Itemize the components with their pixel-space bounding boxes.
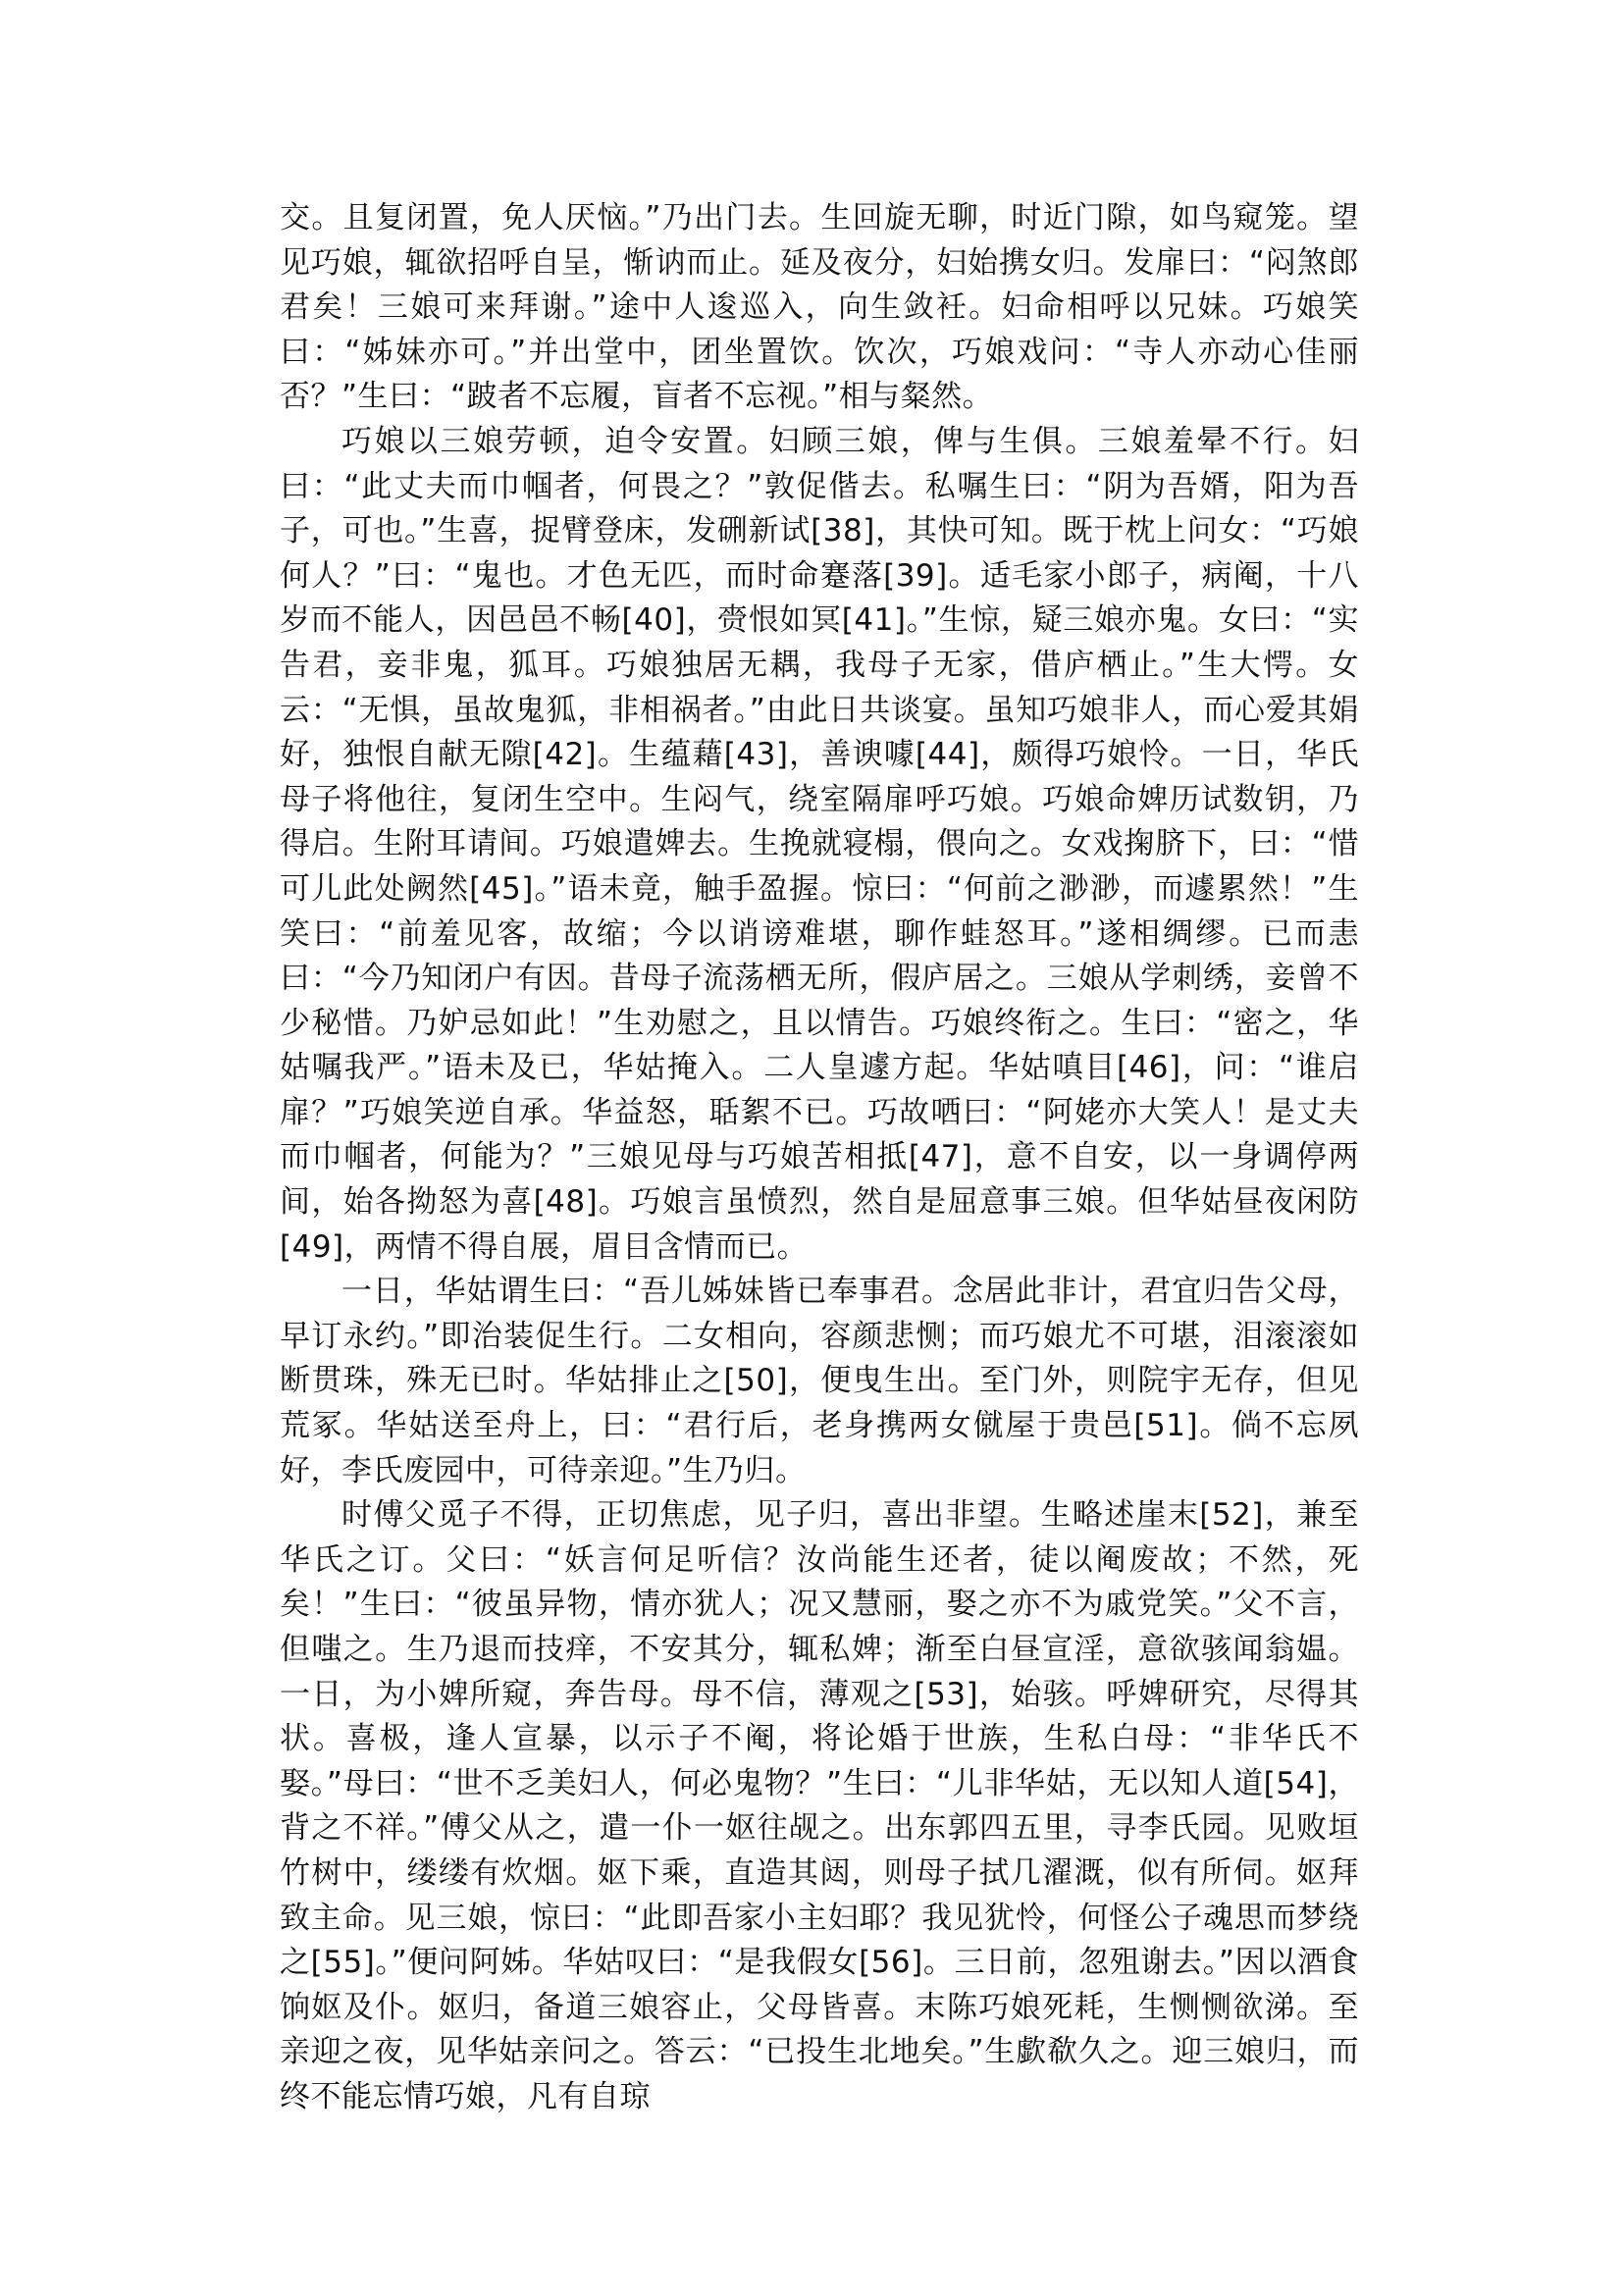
paragraph-3: 时傅父觅子不得，正切焦虑，见子归，喜出非望。生略述崖末[52]，兼至华氏之订。父曰：“妖言何足听信？汝尚能生还者，徒以阉废故；不然，死矣！”生曰：“彼虽异物，情亦犹人；况又慧丽，娶之亦不为戚党笑。”父不言，但嗤之。生乃退而技痒，不安其分，辄私婢；渐至白昼宣淫，意欲骇闻翁媪。一日，为小婢所窥，奔告母。母不信，薄观之[53]，始骇。呼婢研究，尽得其状。喜极，逢人宣暴，以示子不阉，将论婚于世族，生私白母：“非华氏不娶。”母曰：“世不乏美妇人，何必鬼物？”生曰：“儿非华姑，无以知人道[54]，背之不祥。”傅父从之，遣一仆一妪往觇之。出东郭四五里，寻李氏园。见败垣竹树中，缕缕有炊烟。妪下乘，直造其闼，则母子拭几濯溉，似有所伺。妪拜致主命。见三娘，惊曰：“此即吾家小主妇耶？我见犹怜，何怪公子魂思而梦绕之[55]。”便问阿姊。华姑叹曰：“是我假女[56]。三日前，忽殂谢去。”因以酒食饷妪及仆。妪归，备道三娘容止，父母皆喜。末陈巧娘死耗，生恻恻欲涕。至亲迎之夜，见华姑亲问之。答云：“已投生北地矣。”生歔欷久之。迎三娘归，而终不能忘情巧娘，凡有自琼	[280, 1497, 1359, 2114]
document-body	[280, 196, 1359, 2120]
paragraph-2: 一日，华姑谓生曰：“吾儿姊妹皆已奉事君。念居此非计，君宜归告父母，早订永约。”即治装促生行。二女相向，容颜悲恻；而巧娘尤不可堪，泪滚滚如断贯珠，殊无已时。华姑排止之[50]，便曳生出。至门外，则院宇无存，但见荒冢。华姑送至舟上，曰：“君行后，老身携两女僦屋于贵邑[51]。倘不忘夙好，李氏废园中，可待亲迎。”生乃归。	[280, 1274, 1359, 1488]
paragraph-continuation: 交。且复闭置，免人厌恼。”乃出门去。生回旋无聊，时近门隙，如鸟窥笼。望见巧娘，辄欲招呼自呈，惭讷而止。延及夜分，妇始携女归。发扉曰：“闷煞郎君矣！三娘可来拜谢。”途中人逡巡入，向生敛衽。妇命相呼以兄妹。巧娘笑曰：“姊妹亦可。”并出堂中，团坐置饮。饮次，巧娘戏问：“寺人亦动心佳丽否？”生曰：“跛者不忘履，盲者不忘视。”相与粲然。	[280, 200, 1359, 415]
paragraph-1: 巧娘以三娘劳顿，迫令安置。妇顾三娘，俾与生俱。三娘羞晕不行。妇曰：“此丈夫而巾帼者，何畏之？”敦促偕去。私嘱生曰：“阴为吾婿，阳为吾子，可也。”生喜，捉臂登床，发硎新试[38]，其快可知。既于枕上问女：“巧娘何人？”曰：“鬼也。才色无匹，而时命蹇落[39]。适毛家小郎子，病阉，十八岁而不能人，因邑邑不畅[40]，赍恨如冥[41]。”生惊，疑三娘亦鬼。女曰：“实告君，妾非鬼，狐耳。巧娘独居无耦，我母子无家，借庐栖止。”生大愕。女云：“无惧，虽故鬼狐，非相祸者。”由此日共谈宴。虽知巧娘非人，而心爱其娟好，独恨自献无隙[42]。生蕴藉[43]，善谀噱[44]，颇得巧娘怜。一日，华氏母子将他往，复闭生空中。生闷气，绕室隔扉呼巧娘。巧娘命婢历试数钥，乃得启。生附耳请间。巧娘遣婢去。生挽就寝榻，偎向之。女戏掬脐下，曰：“惜可儿此处阙然[45]。”语未竟，触手盈握。惊曰：“何前之渺渺，而遽累然！”生笑曰：“前羞见客，故缩；今以诮谤难堪，聊作蛙怒耳。”遂相绸缪。已而恚曰：“今乃知闭户有因。昔母子流荡栖无所，假庐居之。三娘从学刺绣，妾曾不少秘惜。乃妒忌如此！”生劝慰之，且以情告。巧娘终衔之。生曰：“密之，华姑嘱我严。”语未及已，华姑掩入。二人皇遽方起。华姑嗔目[46]，问：“谁启扉？”巧娘笑逆自承。华益怒，聒絮不已。巧故哂曰：“阿姥亦大笑人！是丈夫而巾帼者，何能为？”三娘见母与巧娘苦相抵[47]，意不自安，以一身调停两间，始各拗怒为喜[48]。巧娘言虽愤烈，然自是屈意事三娘。但华姑昼夜闲防[49]，两情不得自展，眉目含情而已。	[280, 423, 1359, 1265]
